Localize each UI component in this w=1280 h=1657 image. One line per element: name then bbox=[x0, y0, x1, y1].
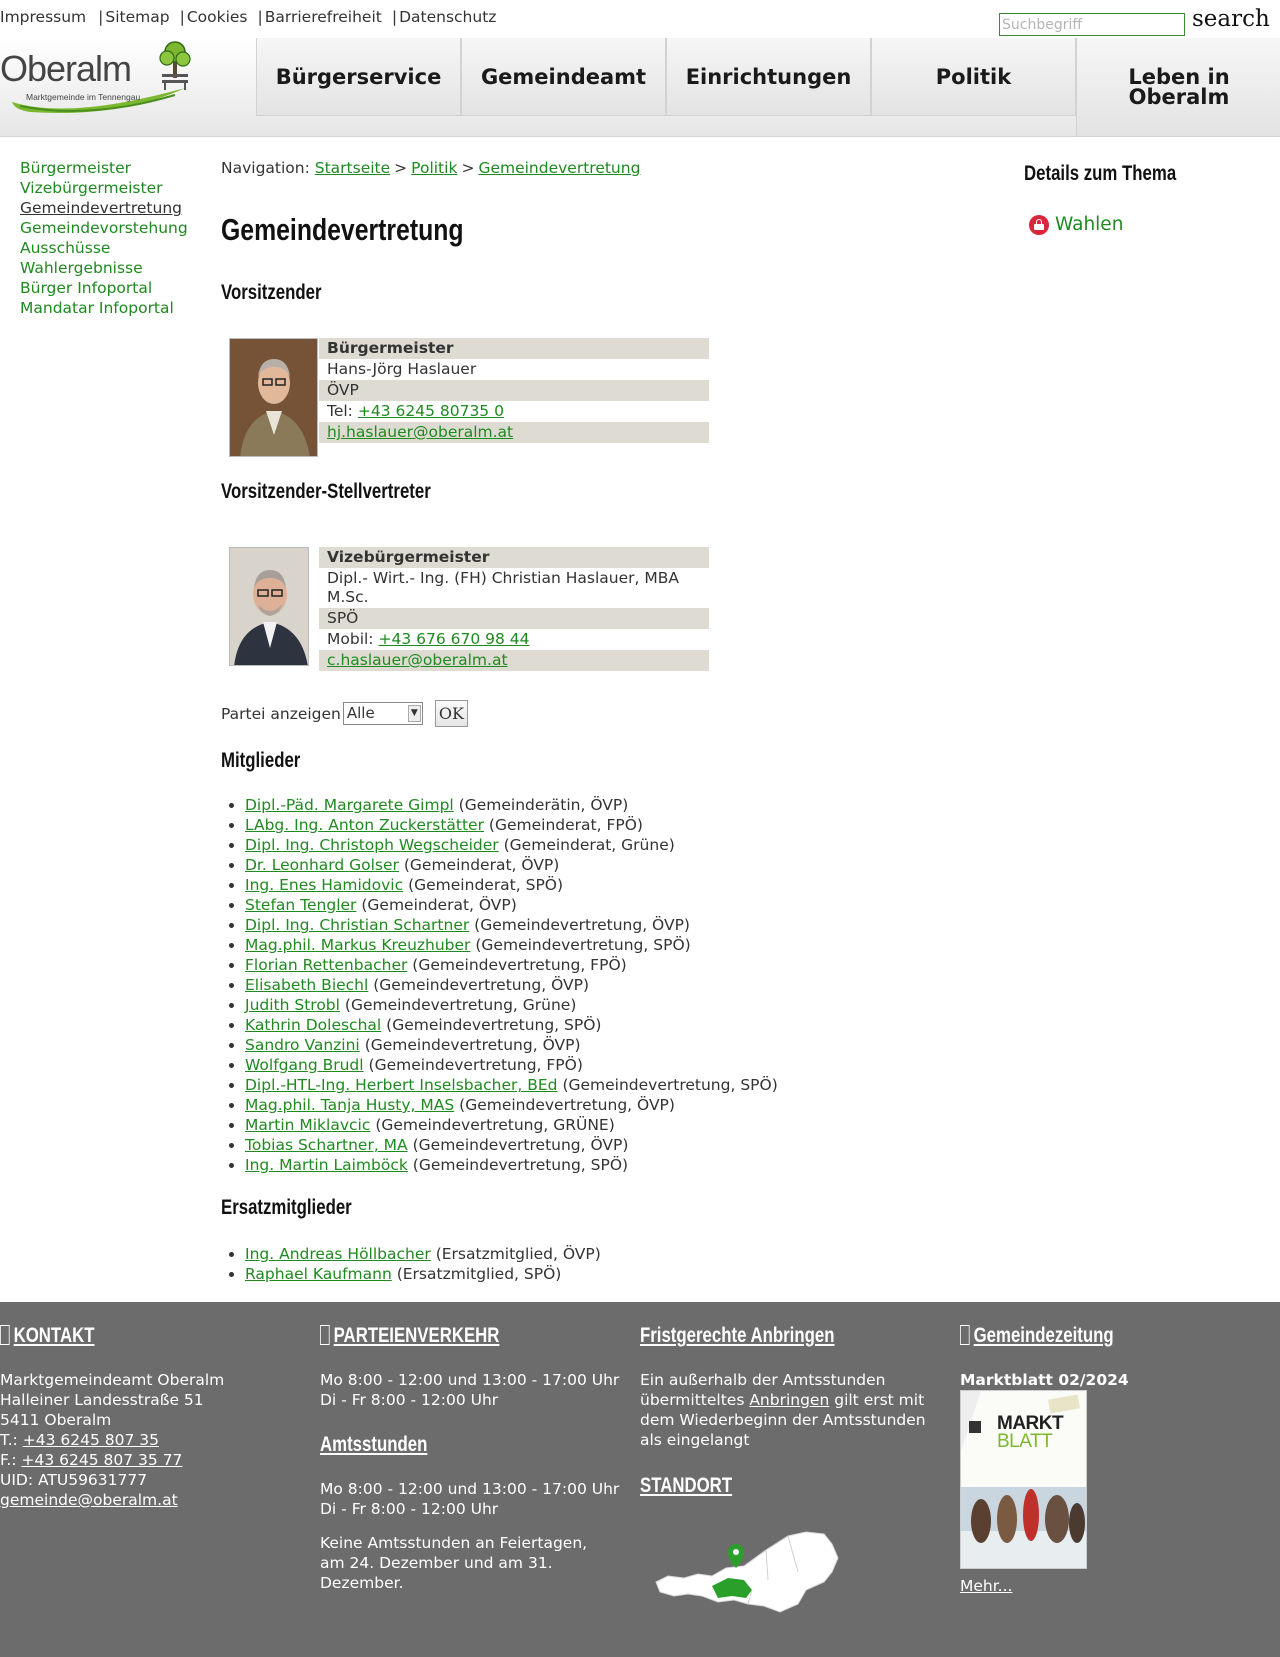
subnav-gemeindevertretung[interactable]: Gemeindevertretung bbox=[20, 199, 182, 217]
newspaper-icon bbox=[960, 1325, 970, 1345]
logo-name: Oberalm bbox=[0, 48, 132, 89]
list-item bbox=[245, 1015, 778, 1035]
separator: | bbox=[257, 8, 263, 26]
deputy-phone-row bbox=[319, 629, 709, 650]
kontakt-address bbox=[0, 1370, 224, 1510]
member-info: (Ersatzmitglied, SPÖ) bbox=[396, 1265, 562, 1283]
members-list bbox=[221, 795, 778, 1175]
separator: | bbox=[98, 8, 104, 26]
subnav-vizebuergermeister[interactable]: Vizebürgermeister bbox=[20, 179, 163, 197]
list-item bbox=[245, 1155, 778, 1175]
list-item bbox=[245, 1244, 601, 1264]
member-link[interactable]: Judith Strobl bbox=[245, 996, 340, 1014]
utility-links bbox=[0, 8, 496, 26]
member-info: (Gemeindevertretung, SPÖ) bbox=[475, 936, 691, 954]
separator: | bbox=[391, 8, 398, 26]
site-header bbox=[0, 38, 1280, 137]
member-link[interactable]: Dipl.-Päd. Margarete Gimpl bbox=[245, 796, 454, 814]
hours-line: Mo 8:00 - 12:00 und 13:00 - 17:00 Uhr bbox=[320, 1371, 620, 1389]
breadcrumb-prefix: Navigation: bbox=[221, 159, 310, 177]
list-item bbox=[245, 1035, 778, 1055]
amtsstunden-note: Keine Amtsstunden an Feiertagen, am 24. Dezember und am 31. Dezember. bbox=[320, 1534, 588, 1592]
kontakt-heading-text: KONTAKT bbox=[13, 1324, 95, 1347]
page-title: Gemeindevertretung bbox=[221, 212, 464, 247]
kontakt-line: Halleiner Landesstraße 51 bbox=[0, 1391, 204, 1409]
breadcrumb-separator: > bbox=[394, 159, 408, 177]
list-item bbox=[245, 995, 778, 1015]
substitutes-list bbox=[221, 1244, 601, 1284]
member-info: (Gemeindevertretung, ÖVP) bbox=[459, 1096, 675, 1114]
member-info: (Gemeindevertretung, ÖVP) bbox=[412, 1136, 629, 1154]
list-item bbox=[245, 955, 778, 975]
member-link[interactable]: Tobias Schartner, MA bbox=[245, 1136, 408, 1154]
member-link[interactable]: Ing. Enes Hamidovic bbox=[245, 876, 404, 894]
member-info: (Gemeinderat, SPÖ) bbox=[408, 876, 564, 894]
member-info: (Gemeindevertretung, ÖVP) bbox=[373, 976, 590, 994]
nav-politik[interactable]: Politik bbox=[871, 38, 1076, 116]
member-info: (Gemeinderat, ÖVP) bbox=[361, 896, 517, 914]
deputy-phone-link[interactable]: +43 676 670 98 44 bbox=[378, 630, 530, 648]
fax-label: F.: bbox=[0, 1451, 17, 1469]
deputy-name: Dipl.- Wirt.- Ing. (FH) Christian Haslauer, MBA M.Sc. bbox=[327, 569, 679, 606]
chair-details bbox=[319, 338, 709, 443]
nav-einrichtungen[interactable]: Einrichtungen bbox=[666, 38, 871, 116]
standort-heading[interactable]: STANDORT bbox=[640, 1474, 733, 1497]
deputy-email-row bbox=[319, 650, 709, 671]
breadcrumb-startseite[interactable]: Startseite bbox=[314, 159, 391, 177]
fristgerecht-text-part: Ein außerhalb der Amtsstunden übermitteltes bbox=[640, 1371, 886, 1409]
member-link[interactable]: Ing. Andreas Höllbacher bbox=[245, 1245, 431, 1263]
list-item bbox=[245, 1135, 778, 1155]
nav-leben-in-oberalm[interactable]: Leben in Oberalm bbox=[1076, 38, 1280, 137]
substitutes-heading: Ersatzmitglieder bbox=[221, 1196, 352, 1219]
member-link[interactable]: Dipl. Ing. Christian Schartner bbox=[245, 916, 470, 934]
deputy-heading: Vorsitzender-Stellvertreter bbox=[221, 480, 431, 503]
details-heading: Details zum Thema bbox=[1024, 162, 1177, 185]
chair-email-link[interactable]: hj.haslauer@oberalm.at bbox=[327, 423, 514, 441]
search-input[interactable] bbox=[999, 13, 1185, 36]
chair-name: Hans-Jörg Haslauer bbox=[327, 360, 477, 378]
breadcrumb-separator: > bbox=[461, 159, 475, 177]
member-info: (Gemeinderätin, ÖVP) bbox=[458, 796, 629, 814]
deputy-email-link[interactable]: c.haslauer@oberalm.at bbox=[327, 651, 508, 669]
member-link[interactable]: Dr. Leonhard Golser bbox=[245, 856, 399, 874]
member-info: (Gemeindevertretung, FPÖ) bbox=[368, 1056, 583, 1074]
hours-line: Di - Fr 8:00 - 12:00 Uhr bbox=[320, 1500, 499, 1518]
datenschutz-link[interactable]: Datenschutz bbox=[399, 8, 497, 26]
list-item bbox=[245, 855, 778, 875]
amtsstunden-heading[interactable]: Amtsstunden bbox=[320, 1433, 428, 1456]
fristgerecht-text bbox=[640, 1370, 940, 1450]
footer-tel-link[interactable]: +43 6245 807 35 bbox=[22, 1431, 159, 1449]
party-select[interactable] bbox=[343, 702, 423, 725]
zeitung-issue: Marktblatt 02/2024 bbox=[960, 1371, 1129, 1389]
list-item bbox=[245, 835, 778, 855]
member-info: (Gemeindevertretung, ÖVP) bbox=[364, 1036, 581, 1054]
breadcrumb-politik[interactable]: Politik bbox=[411, 159, 458, 177]
members-heading: Mitglieder bbox=[221, 749, 301, 772]
clock-icon bbox=[320, 1325, 330, 1345]
subnav-buergermeister[interactable]: Bürgermeister bbox=[20, 159, 132, 177]
list-item bbox=[245, 935, 778, 955]
zeitung-heading-text: Gemeindezeitung bbox=[973, 1324, 1114, 1347]
list-item bbox=[245, 975, 778, 995]
member-link[interactable]: Raphael Kaufmann bbox=[245, 1265, 392, 1283]
member-info: (Gemeinderat, FPÖ) bbox=[488, 816, 643, 834]
politik-subnav bbox=[20, 158, 200, 318]
chair-phone-row bbox=[319, 401, 709, 422]
member-info: (Gemeindevertretung, GRÜNE) bbox=[375, 1116, 615, 1134]
chair-email-row bbox=[319, 422, 709, 443]
member-link[interactable]: Martin Miklavcic bbox=[245, 1116, 371, 1134]
hours-line: Di - Fr 8:00 - 12:00 Uhr bbox=[320, 1391, 499, 1409]
fristgerecht-text-part: gilt erst mit dem Wiederbeginn der Amtsstunden als eingelangt bbox=[640, 1391, 926, 1449]
list-item bbox=[245, 895, 778, 915]
kontakt-fax bbox=[0, 1450, 224, 1470]
member-info: (Gemeindevertretung, SPÖ) bbox=[562, 1076, 778, 1094]
subnav-ausschuesse[interactable]: Ausschüsse bbox=[20, 239, 111, 257]
chair-heading: Vorsitzender bbox=[221, 281, 322, 304]
deputy-details bbox=[319, 547, 709, 671]
cover-title-blatt: BLATT bbox=[997, 1431, 1053, 1452]
member-link[interactable]: Dipl. Ing. Christoph Wegscheider bbox=[245, 836, 499, 854]
logo-tagline: Marktgemeinde im Tennengau bbox=[26, 92, 141, 102]
list-item bbox=[245, 1095, 778, 1115]
oberalm-logo[interactable] bbox=[0, 40, 195, 120]
search-button[interactable]: search bbox=[1192, 6, 1270, 32]
main-navigation bbox=[256, 38, 1280, 137]
footer-fax-link[interactable]: +43 6245 807 35 77 bbox=[21, 1451, 183, 1469]
member-link[interactable]: Elisabeth Biechl bbox=[245, 976, 369, 994]
barrierefreiheit-link[interactable]: Barrierefreiheit bbox=[264, 8, 382, 26]
party-filter bbox=[221, 700, 468, 727]
chair-phone-link[interactable]: +43 6245 80735 0 bbox=[357, 402, 504, 420]
member-info: (Gemeindevertretung, Grüne) bbox=[344, 996, 577, 1014]
chair-party: ÖVP bbox=[319, 380, 709, 401]
chevron-down-icon: ▼ bbox=[408, 705, 421, 722]
separator: | bbox=[179, 8, 185, 26]
fristgerecht-heading[interactable]: Fristgerechte Anbringen bbox=[640, 1324, 835, 1347]
chair-card bbox=[229, 338, 709, 458]
deputy-photo bbox=[229, 547, 309, 666]
nav-buergerservice[interactable]: Bürgerservice bbox=[256, 38, 461, 116]
member-info: (Gemeinderat, ÖVP) bbox=[403, 856, 560, 874]
subnav-buerger-infoportal[interactable]: Bürger Infoportal bbox=[20, 279, 153, 297]
cover-title-markt: MARKT bbox=[997, 1413, 1064, 1434]
tel-label: T.: bbox=[0, 1431, 18, 1449]
ballot-box-icon bbox=[1029, 215, 1049, 235]
details-sidebar bbox=[1024, 162, 1264, 235]
member-link[interactable]: LAbg. Ing. Anton Zuckerstätter bbox=[245, 816, 484, 834]
list-item bbox=[245, 815, 778, 835]
list-item bbox=[245, 1115, 778, 1135]
member-info: (Gemeinderat, Grüne) bbox=[503, 836, 675, 854]
member-info: (Gemeindevertretung, ÖVP) bbox=[474, 916, 690, 934]
anbringen-link[interactable]: Anbringen bbox=[749, 1391, 830, 1409]
phone-label: Tel: bbox=[327, 402, 353, 420]
kontakt-line: Marktgemeindeamt Oberalm bbox=[0, 1371, 225, 1389]
member-info: (Gemeindevertretung, FPÖ) bbox=[412, 956, 627, 974]
deputy-role: Vizebürgermeister bbox=[319, 547, 709, 568]
party-select-value: Alle bbox=[346, 704, 375, 722]
member-link[interactable]: Dipl.-HTL-Ing. Herbert Inselsbacher, BEd bbox=[245, 1076, 558, 1094]
member-link[interactable]: Stefan Tengler bbox=[245, 896, 357, 914]
party-filter-label: Partei anzeigen bbox=[221, 704, 341, 723]
top-utility-bar bbox=[0, 0, 1280, 38]
wahlen-label: Wahlen bbox=[1055, 214, 1124, 235]
member-info: (Gemeindevertretung, SPÖ) bbox=[386, 1016, 602, 1034]
list-item bbox=[245, 1264, 601, 1284]
breadcrumb-gemeindevertretung[interactable]: Gemeindevertretung bbox=[478, 159, 641, 177]
subnav-wahlergebnisse[interactable]: Wahlergebnisse bbox=[20, 259, 143, 277]
list-item bbox=[245, 875, 778, 895]
kontakt-tel bbox=[0, 1430, 224, 1450]
zeitung-more-link[interactable]: Mehr... bbox=[960, 1577, 1013, 1595]
list-item bbox=[245, 1075, 778, 1095]
kontakt-uid: UID: ATU59631777 bbox=[0, 1471, 148, 1489]
sitemap-link[interactable]: Sitemap bbox=[105, 8, 170, 26]
chair-role: Bürgermeister bbox=[319, 338, 709, 359]
kontakt-line: 5411 Oberalm bbox=[0, 1411, 112, 1429]
wahlen-link[interactable] bbox=[1029, 214, 1123, 235]
parteienverkehr-times bbox=[320, 1370, 619, 1410]
marktblatt-cover[interactable] bbox=[960, 1390, 1087, 1569]
kontakt-heading bbox=[0, 1324, 94, 1348]
breadcrumb bbox=[221, 159, 640, 177]
list-item bbox=[245, 1055, 778, 1075]
member-info: (Gemeindevertretung, SPÖ) bbox=[412, 1156, 629, 1174]
member-link[interactable]: Mag.phil. Tanja Husty, MAS bbox=[245, 1096, 455, 1114]
list-item bbox=[245, 915, 778, 935]
parteienverkehr-heading-text: PARTEIENVERKEHR bbox=[333, 1324, 500, 1347]
phone-label: Mobil: bbox=[327, 630, 374, 648]
cookies-link[interactable]: Cookies bbox=[186, 8, 248, 26]
member-link[interactable]: Mag.phil. Markus Kreuzhuber bbox=[245, 936, 471, 954]
ok-button[interactable]: OK bbox=[435, 700, 468, 727]
austria-map[interactable] bbox=[648, 1520, 848, 1624]
member-link[interactable]: Kathrin Doleschal bbox=[245, 1016, 382, 1034]
zeitung-heading bbox=[960, 1324, 1114, 1348]
amtsstunden-times bbox=[320, 1479, 619, 1519]
parteienverkehr-heading bbox=[320, 1324, 499, 1348]
member-info: (Ersatzmitglied, ÖVP) bbox=[435, 1245, 601, 1263]
subnav-mandatar-infoportal[interactable]: Mandatar Infoportal bbox=[20, 299, 174, 317]
site-footer bbox=[0, 1302, 1280, 1657]
deputy-card bbox=[229, 547, 709, 667]
chair-photo bbox=[229, 338, 318, 457]
nav-gemeindeamt[interactable]: Gemeindeamt bbox=[461, 38, 666, 116]
impressum-link[interactable]: Impressum bbox=[0, 8, 87, 26]
deputy-party: SPÖ bbox=[319, 608, 709, 629]
list-item bbox=[245, 795, 778, 815]
member-link[interactable]: Ing. Martin Laimböck bbox=[245, 1156, 408, 1174]
member-link[interactable]: Florian Rettenbacher bbox=[245, 956, 408, 974]
member-link[interactable]: Wolfgang Brudl bbox=[245, 1056, 364, 1074]
footer-email-link[interactable]: gemeinde@oberalm.at bbox=[0, 1491, 178, 1509]
subnav-gemeindevorstehung[interactable]: Gemeindevorstehung bbox=[20, 219, 188, 237]
phone-icon bbox=[0, 1325, 10, 1345]
member-link[interactable]: Sandro Vanzini bbox=[245, 1036, 360, 1054]
hours-line: Mo 8:00 - 12:00 und 13:00 - 17:00 Uhr bbox=[320, 1480, 620, 1498]
